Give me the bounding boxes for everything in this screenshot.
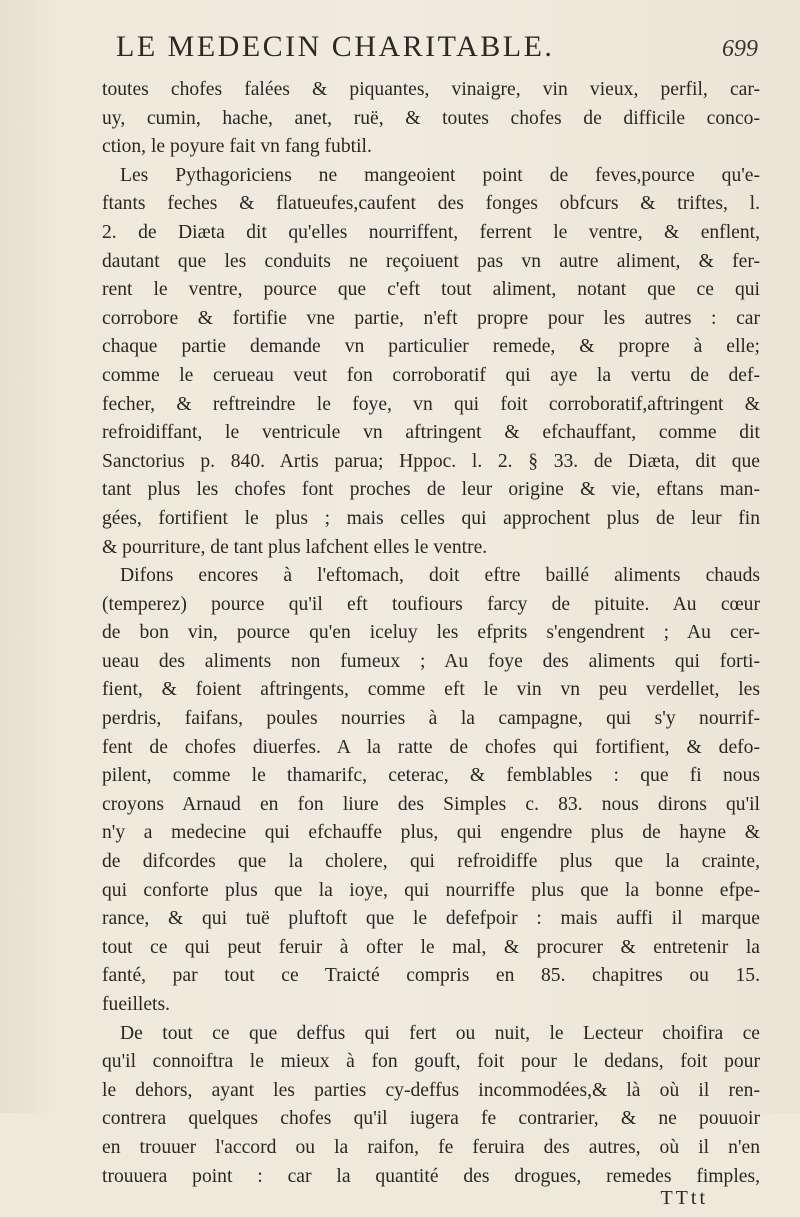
text-line: refroidiffant, le ventricule vn aftringent & efchauffant, comme dit <box>102 422 760 444</box>
page-number: 699 <box>722 36 758 62</box>
text-line: chaque partie demande vn particulier remede, & propre à elle; <box>102 336 760 358</box>
text-line: tant plus les chofes font proches de leur origine & vie, eftans man- <box>102 479 760 501</box>
text-line: rance, & qui tuë pluftoft que le defefpoir : mais auffi il marque <box>102 908 760 930</box>
text-line: (temperez) pource qu'il eft toufiours farcy de pituite. Au cœur <box>102 593 760 615</box>
text-line: perdris, faifans, poules nourries à la campagne, qui s'y nourrif- <box>102 708 760 730</box>
text-line: le dehors, ayant les parties cy-deffus incommodées,& là où il ren- <box>102 1079 760 1101</box>
text-line: pilent, comme le thamarifc, ceterac, & femblables : que fi nous <box>102 765 760 787</box>
text-line: gées, fortifient le plus ; mais celles qui approchent plus de leur fin <box>102 507 760 529</box>
text-line: 2. de Diæta dit qu'elles nourriffent, ferrent le ventre, & enflent, <box>102 221 760 243</box>
text-line: de difcordes que la cholere, qui refroidiffe plus que la crainte, <box>102 851 760 873</box>
text-line: fient, & foient aftringents, comme eft le vin vn peu verdellet, les <box>102 679 760 701</box>
running-title: LE MEDECIN CHARITABLE. <box>116 30 555 63</box>
text-line: de bon vin, pource qu'en iceluy les efprits s'engendrent ; Au cer- <box>102 622 760 644</box>
text-line: fueillets. <box>102 994 171 1015</box>
text-line: corrobore & fortifie vne partie, n'eft propre pour les autres : car <box>102 307 760 329</box>
text-line: comme le cerueau veut fon corroboratif qui aye la vertu de def- <box>102 364 760 386</box>
text-line: ftants feches & flatueufes,caufent des fonges obfcurs & triftes, l. <box>102 193 760 215</box>
text-line: tout ce qui peut feruir à ofter le mal, & procurer & entretenir la <box>102 936 760 958</box>
text-line: trouuera point : car la quantité des drogues, remedes fimples, <box>102 1165 760 1187</box>
text-line: toutes chofes falées & piquantes, vinaigre, vin vieux, perfil, car- <box>102 79 760 100</box>
text-line: ueau des aliments non fumeux ; Au foye des aliments qui forti- <box>102 650 760 672</box>
text-line: Sanctorius p. 840. Artis parua; Hppoc. l. 2. § 33. de Diæta, dit que <box>102 450 760 472</box>
text-line: Difons encores à l'eftomach, doit eftre baillé aliments chauds <box>120 565 760 587</box>
text-line: en trouuer l'accord ou la raifon, fe feruira des autres, où il n'en <box>102 1136 760 1158</box>
body-text <box>102 76 760 1191</box>
text-line: fent de chofes diuerfes. A la ratte de chofes qui fortifient, & defo- <box>102 736 760 758</box>
text-line: fecher, & reftreindre le foye, vn qui foit corroboratif,aftringent & <box>102 393 760 415</box>
page-header <box>102 30 760 70</box>
text-line: Les Pythagoriciens ne mangeoient point de feves,pource qu'e- <box>120 164 760 186</box>
text-line: croyons Arnaud en fon liure des Simples c. 83. nous dirons qu'il <box>102 793 760 815</box>
text-line: & pourriture, de tant plus lafchent elles le ventre. <box>102 536 488 558</box>
page-footer <box>102 1187 760 1217</box>
text-line: fanté, par tout ce Traicté compris en 85. chapitres ou 15. <box>102 965 760 987</box>
text-line: contrera quelques chofes qu'il iugera fe contrarier, & ne pouuoir <box>102 1108 760 1130</box>
text-line: qui conforte plus que la ioye, qui nourriffe plus que la bonne efpe- <box>102 879 760 901</box>
text-line: ction, le poyure fait vn fang fubtil. <box>102 136 372 158</box>
text-line: De tout ce que deffus qui fert ou nuit, le Lecteur choifira ce <box>120 1022 760 1044</box>
text-line: uy, cumin, hache, anet, ruë, & toutes chofes de difficile conco- <box>102 107 760 129</box>
text-line: rent le ventre, pource que c'eft tout aliment, notant que ce qui <box>102 279 760 301</box>
text-line: dautant que les conduits ne reçoiuent pas vn autre aliment, & fer- <box>102 250 760 272</box>
text-line: n'y a medecine qui efchauffe plus, qui engendre plus de hayne & <box>102 822 760 844</box>
signature-mark: TTtt <box>660 1187 708 1210</box>
text-line: qu'il connoiftra le mieux à fon gouft, foit pour le dedans, foit pour <box>102 1051 760 1073</box>
